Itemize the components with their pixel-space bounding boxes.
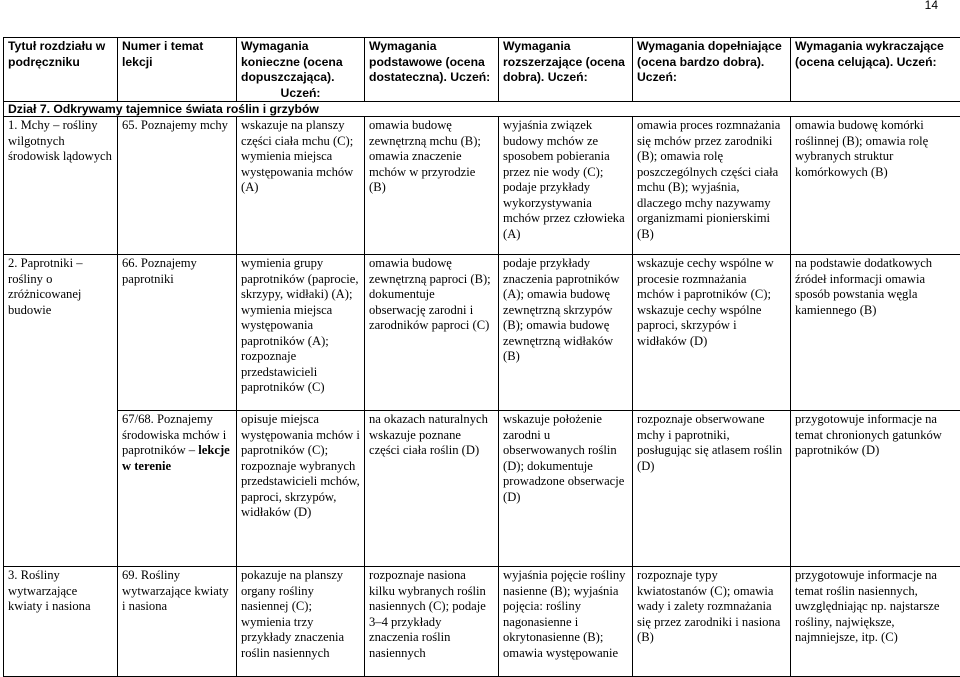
- lesson-cell: 66. Poznajemy paprotniki: [118, 255, 237, 411]
- lesson-cell: 67/68. Poznajemy środowiska mchów i paprotników – lekcje w terenie: [118, 411, 237, 567]
- requirements-table: [3, 37, 960, 677]
- table-row: [4, 255, 960, 411]
- lesson-cell: 65. Poznajemy mchy: [118, 117, 237, 255]
- basic-cell: omawia budowę zewnętrzną paproci (B); dokumentuje obserwację zarodni i zarodników paproci (C): [365, 255, 499, 411]
- exceeding-cell: omawia budowę komórki roślinnej (B); omawia rolę wybranych struktur komórkowych (B): [791, 117, 960, 255]
- chapter-cell: 2. Paprotniki – rośliny o zróżnicowanej budowie: [4, 255, 118, 567]
- header-exceeding: Wymagania wykraczające (ocena celująca). Uczeń:: [791, 38, 960, 102]
- header-extended: Wymagania rozszerzające (ocena dobra). Uczeń:: [499, 38, 633, 102]
- exceeding-cell: przygotowuje informacje na temat roślin nasiennych, uwzględniając np. najstarsze rośliny, największe, najmniejsze, itp. (C): [791, 567, 960, 677]
- required-cell: wskazuje na planszy części ciała mchu (C); wymienia miejsca występowania mchów (A): [237, 117, 365, 255]
- header-chapter-title: Tytuł rozdziału w podręczniku: [4, 38, 118, 102]
- header-complementary: Wymagania dopełniające (ocena bardzo dobra). Uczeń:: [633, 38, 791, 102]
- lesson-cell: 69. Rośliny wytwarzające kwiaty i nasiona: [118, 567, 237, 677]
- chapter-cell: 1. Mchy – rośliny wilgotnych środowisk lądowych: [4, 117, 118, 255]
- extended-cell: wskazuje położenie zarodni u obserwowanych roślin (D); dokumentuje prowadzone obserwacje (D): [499, 411, 633, 567]
- extended-cell: wyjaśnia związek budowy mchów ze sposobem pobierania przez nie wody (C); podaje przykłady wykorzystywania mchów przez człowieka (A): [499, 117, 633, 255]
- table-row: [4, 117, 960, 255]
- complementary-cell: wskazuje cechy wspólne w procesie rozmnażania mchów i paprotników (C); wskazuje cechy wspólne paproci, skrzypów i widłaków (D): [633, 255, 791, 411]
- exceeding-cell: przygotowuje informacje na temat chronionych gatunków paprotników (D): [791, 411, 960, 567]
- extended-cell: podaje przykłady znaczenia paprotników (A); omawia budowę zewnętrzną skrzypów (B); omawia budowę zewnętrzną widłaków (B): [499, 255, 633, 411]
- exceeding-cell: na podstawie dodatkowych źródeł informacji omawia sposób powstania węgla kamiennego (B): [791, 255, 960, 411]
- complementary-cell: omawia proces rozmnażania się mchów przez zarodniki (B); omawia rolę poszczególnych części ciała mchu (B); wyjaśnia, dlaczego mchy nazywamy organizmami pionierskimi (B): [633, 117, 791, 255]
- header-required: Wymagania konieczne (ocena dopuszczająca). Uczeń:: [237, 38, 365, 102]
- section-title: Dział 7. Odkrywamy tajemnice świata roślin i grzybów: [4, 102, 960, 117]
- table-row: [4, 411, 960, 567]
- complementary-cell: rozpoznaje typy kwiatostanów (C); omawia wady i zalety rozmnażania się przez zarodniki i nasiona (B): [633, 567, 791, 677]
- required-cell: wymienia grupy paprotników (paprocie, skrzypy, widłaki) (A); wymienia miejsca występowania paprotników (A); rozpoznaje przedstawicieli paprotników (C): [237, 255, 365, 411]
- header-row: [4, 38, 960, 102]
- required-cell: opisuje miejsca występowania mchów i paprotników (C); rozpoznaje wybranych przedstawicieli mchów, paproci, skrzypów, widłaków (D): [237, 411, 365, 567]
- basic-cell: omawia budowę zewnętrzną mchu (B); omawia znaczenie mchów w przyrodzie (B): [365, 117, 499, 255]
- chapter-cell: 3. Rośliny wytwarzające kwiaty i nasiona: [4, 567, 118, 677]
- basic-cell: na okazach naturalnych wskazuje poznane części ciała roślin (D): [365, 411, 499, 567]
- header-lesson: Numer i temat lekcji: [118, 38, 237, 102]
- extended-cell: wyjaśnia pojęcie rośliny nasienne (B); wyjaśnia pojęcia: rośliny nagonasienne i okrytonasienne (B); omawia występowanie: [499, 567, 633, 677]
- header-basic: Wymagania podstawowe (ocena dostateczna). Uczeń:: [365, 38, 499, 102]
- complementary-cell: rozpoznaje obserwowane mchy i paprotniki, posługując się atlasem roślin (D): [633, 411, 791, 567]
- page-number: 14: [925, 0, 938, 12]
- section-row: [4, 102, 960, 117]
- required-cell: pokazuje na planszy organy rośliny nasiennej (C); wymienia trzy przykłady znaczenia roślin nasiennych: [237, 567, 365, 677]
- lesson-field-note: lekcje w terenie: [122, 443, 230, 473]
- table-row: [4, 567, 960, 677]
- basic-cell: rozpoznaje nasiona kilku wybranych roślin nasiennych (C); podaje 3–4 przykłady znaczenia roślin nasiennych: [365, 567, 499, 677]
